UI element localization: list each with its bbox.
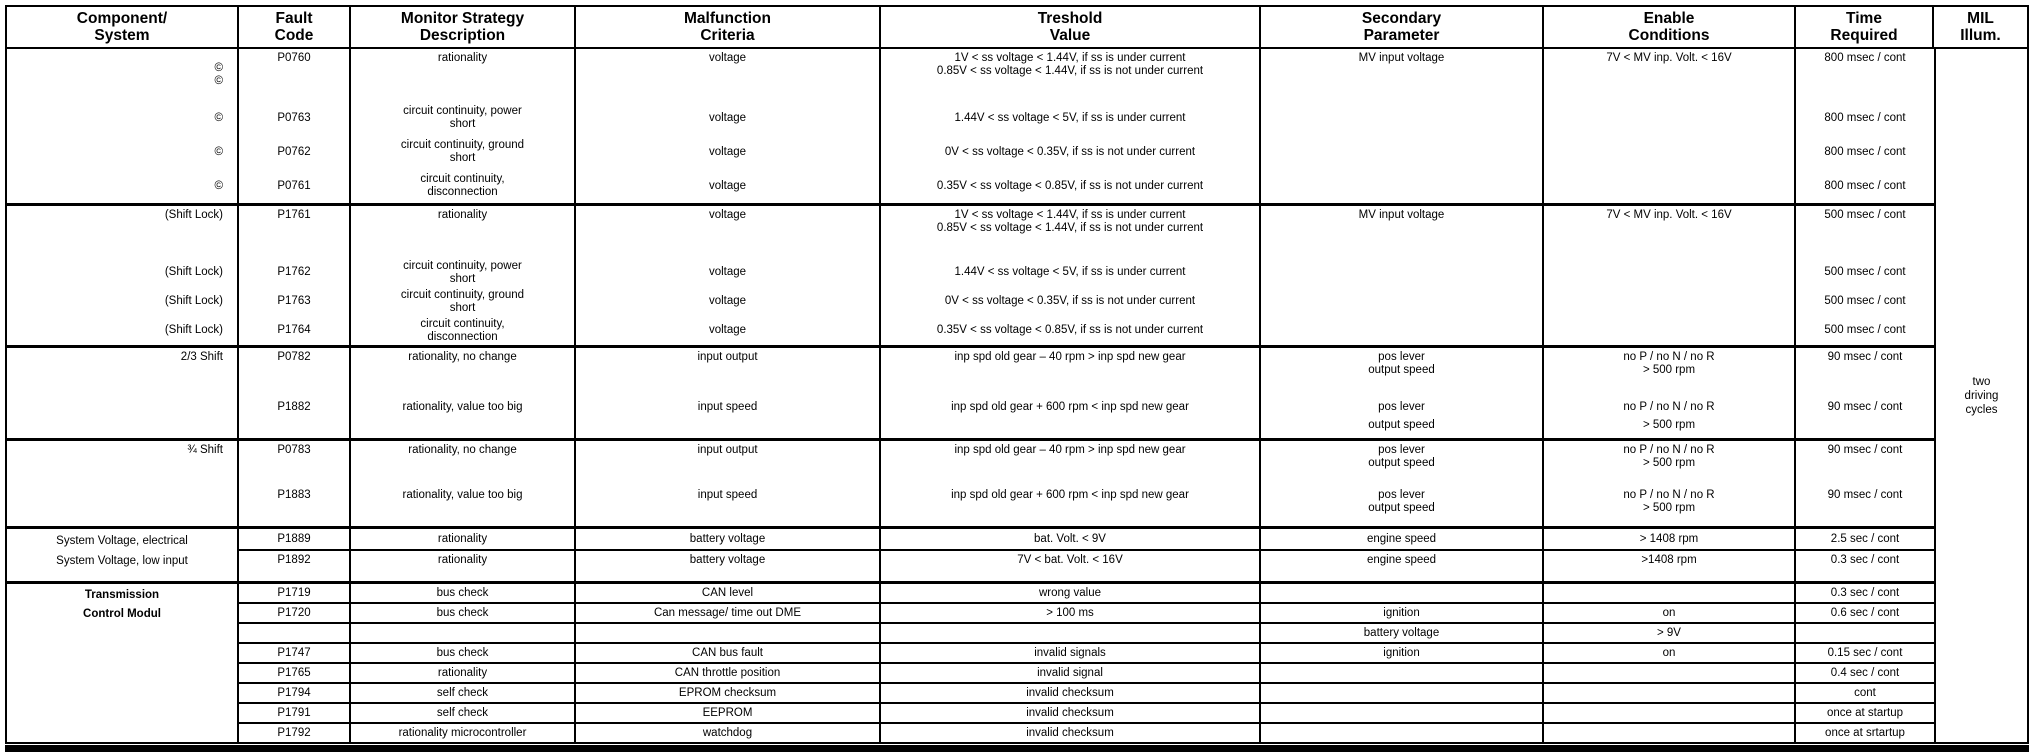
component-cell xyxy=(7,135,239,169)
table-row xyxy=(7,486,1934,526)
time-required-cell: 0.6 sec / cont xyxy=(1830,606,1900,619)
enable-conditions-cell: no P / no N / no R > 500 rpm xyxy=(1544,398,1796,438)
enable-conditions-cell: on xyxy=(1544,644,1796,662)
threshold-cell: invalid signals xyxy=(881,644,1261,662)
time-required-cell: 0.3 sec / cont xyxy=(1830,554,1900,566)
block-23-shift xyxy=(7,345,1934,438)
monitor-strategy-cell: circuit continuity, power short xyxy=(351,101,576,135)
solenoid-symbol-icon: © xyxy=(214,111,223,124)
enable-conditions-cell xyxy=(1544,135,1796,169)
header-mil-illum: MIL Illum. xyxy=(1960,10,2001,44)
malfunction-criteria-cell: input output xyxy=(576,348,881,398)
secondary-parameter-cell xyxy=(1261,101,1544,135)
table-row xyxy=(239,602,1934,622)
fault-code-cell: P1761 xyxy=(239,206,351,258)
enable-conditions-cell xyxy=(1544,704,1796,722)
table-row xyxy=(239,722,1934,742)
monitor-strategy-cell: bus check xyxy=(351,584,576,602)
monitor-strategy-cell xyxy=(351,624,576,642)
table-row xyxy=(7,49,1934,101)
threshold-cell: wrong value xyxy=(881,584,1261,602)
header-malfunction-criteria: Malfunction Criteria xyxy=(576,7,881,47)
table-row xyxy=(239,529,1934,549)
header-component: Component/ System xyxy=(7,7,239,47)
enable-conditions-cell xyxy=(1544,684,1796,702)
fault-code-cell: P0763 xyxy=(239,101,351,135)
secondary-parameter-cell xyxy=(1261,584,1544,602)
time-required-cell: 800 msec / cont xyxy=(1824,145,1906,158)
secondary-parameter-cell xyxy=(1261,664,1544,682)
threshold-cell: inp spd old gear + 600 rpm < inp spd new gear xyxy=(881,486,1261,526)
malfunction-criteria-cell: voltage xyxy=(576,135,881,169)
fault-code-cell: P0761 xyxy=(239,169,351,203)
monitor-strategy-cell: circuit continuity, power short xyxy=(351,258,576,287)
monitor-strategy-cell: bus check xyxy=(351,644,576,662)
malfunction-criteria-cell: input output xyxy=(576,441,881,486)
time-required-cell: 800 msec / cont xyxy=(1824,52,1906,64)
table-header xyxy=(7,7,2027,49)
secondary-parameter-cell: MV input voltage xyxy=(1261,49,1544,101)
secondary-parameter-cell: ignition xyxy=(1261,644,1544,662)
component-cell: Transmission Control Modul xyxy=(7,584,239,742)
time-required-cell: 500 msec / cont xyxy=(1824,324,1906,336)
fault-code-cell: P1882 xyxy=(239,398,351,438)
fault-code-cell: P1764 xyxy=(239,316,351,345)
component-cell: (Shift Lock) xyxy=(7,287,239,316)
monitor-strategy-cell: rationality, value too big xyxy=(351,486,576,526)
page-bottom-rule xyxy=(5,745,2029,752)
time-required-cell: 90 msec / cont xyxy=(1827,489,1903,501)
time-required-cell: 500 msec / cont xyxy=(1824,266,1906,278)
monitor-strategy-cell: rationality, no change xyxy=(351,441,576,486)
time-required-cell: 90 msec / cont xyxy=(1827,444,1903,456)
monitor-strategy-cell: rationality xyxy=(351,664,576,682)
component-cell: ¾ Shift xyxy=(7,441,239,486)
threshold-cell: 7V < bat. Volt. < 16V xyxy=(881,551,1261,581)
threshold-cell: invalid signal xyxy=(881,664,1261,682)
secondary-parameter-cell: pos lever output speed xyxy=(1261,398,1544,438)
threshold-cell: invalid checksum xyxy=(881,684,1261,702)
malfunction-criteria-cell: EPROM checksum xyxy=(576,684,881,702)
time-required-cell: 2.5 sec / cont xyxy=(1830,532,1900,545)
threshold-cell: bat. Volt. < 9V xyxy=(881,529,1261,549)
monitor-strategy-cell: rationality, value too big xyxy=(351,398,576,438)
enable-conditions-cell xyxy=(1544,664,1796,682)
table-row xyxy=(7,348,1934,398)
monitor-strategy-cell: self check xyxy=(351,704,576,722)
header-enable-conditions: Enable Conditions xyxy=(1544,7,1796,47)
malfunction-criteria-cell xyxy=(576,624,881,642)
fault-code-cell: P1792 xyxy=(239,724,351,742)
secondary-parameter-cell: engine speed xyxy=(1261,551,1544,581)
malfunction-criteria-cell: battery voltage xyxy=(576,529,881,549)
enable-conditions-cell: > 1408 rpm xyxy=(1544,529,1796,549)
time-required-cell: 90 msec / cont xyxy=(1827,351,1903,363)
component-cell xyxy=(7,101,239,135)
table-row xyxy=(7,316,1934,345)
table-row xyxy=(7,169,1934,203)
table-row xyxy=(239,549,1934,581)
secondary-parameter-cell xyxy=(1261,287,1544,316)
threshold-cell: 0V < ss voltage < 0.35V, if ss is not under current xyxy=(881,287,1261,316)
malfunction-criteria-cell: EEPROM xyxy=(576,704,881,722)
malfunction-criteria-cell: voltage xyxy=(576,49,881,101)
time-required-cell: cont xyxy=(1854,686,1876,699)
fault-code-cell: P0783 xyxy=(239,441,351,486)
block-34-shift xyxy=(7,438,1934,526)
fault-code-cell: P1747 xyxy=(239,644,351,662)
component-cell: System Voltage, electrical System Voltage, low input xyxy=(7,529,239,581)
malfunction-criteria-cell: voltage xyxy=(576,258,881,287)
table-row xyxy=(239,682,1934,702)
threshold-cell: > 100 ms xyxy=(881,604,1261,622)
secondary-parameter-cell: battery voltage xyxy=(1261,624,1544,642)
time-required-cell: 0.15 sec / cont xyxy=(1827,646,1903,659)
block-solenoids xyxy=(7,49,1934,203)
time-required-cell: 90 msec / cont xyxy=(1827,401,1903,413)
monitor-strategy-cell: circuit continuity, disconnection xyxy=(351,169,576,203)
malfunction-criteria-cell: Can message/ time out DME xyxy=(576,604,881,622)
secondary-parameter-cell xyxy=(1261,135,1544,169)
fault-code-cell: P1889 xyxy=(239,529,351,549)
time-required-cell: 800 msec / cont xyxy=(1824,179,1906,192)
malfunction-criteria-cell: voltage xyxy=(576,287,881,316)
monitor-strategy-cell: circuit continuity, ground short xyxy=(351,135,576,169)
table-row xyxy=(239,642,1934,662)
time-required-cell: 800 msec / cont xyxy=(1824,111,1906,124)
header-monitor-strategy: Monitor Strategy Description xyxy=(351,7,576,47)
fault-code-cell: P1794 xyxy=(239,684,351,702)
enable-conditions-cell: no P / no N / no R > 500 rpm xyxy=(1544,441,1796,486)
secondary-parameter-cell xyxy=(1261,724,1544,742)
secondary-parameter-cell: pos lever output speed xyxy=(1261,441,1544,486)
malfunction-criteria-cell: watchdog xyxy=(576,724,881,742)
malfunction-criteria-cell: battery voltage xyxy=(576,551,881,581)
table-row xyxy=(7,135,1934,169)
table-row xyxy=(239,702,1934,722)
time-required-cell: once at srtartup xyxy=(1825,726,1905,739)
enable-conditions-cell: on xyxy=(1544,604,1796,622)
enable-conditions-cell xyxy=(1544,258,1796,287)
secondary-parameter-cell xyxy=(1261,704,1544,722)
block-system-voltage xyxy=(7,526,1934,581)
block-tcm xyxy=(7,581,1934,742)
enable-conditions-cell: >1408 rpm xyxy=(1544,551,1796,581)
table-row xyxy=(239,662,1934,682)
fault-code-cell: P0782 xyxy=(239,348,351,398)
threshold-cell: 0V < ss voltage < 0.35V, if ss is not under current xyxy=(881,135,1261,169)
malfunction-criteria-cell: voltage xyxy=(576,169,881,203)
monitor-strategy-cell: self check xyxy=(351,684,576,702)
threshold-cell: 1.44V < ss voltage < 5V, if ss is under current xyxy=(881,258,1261,287)
header-time-required: Time Required xyxy=(1796,7,1934,47)
enable-conditions-cell: no P / no N / no R > 500 rpm xyxy=(1544,348,1796,398)
fault-code-cell: P0760 xyxy=(239,49,351,101)
threshold-cell: inp spd old gear – 40 rpm > inp spd new gear xyxy=(881,441,1261,486)
component-cell: (Shift Lock) xyxy=(7,258,239,287)
component-cell xyxy=(7,486,239,526)
enable-conditions-cell xyxy=(1544,287,1796,316)
secondary-parameter-cell xyxy=(1261,258,1544,287)
enable-conditions-cell: no P / no N / no R > 500 rpm xyxy=(1544,486,1796,526)
enable-conditions-cell: 7V < MV inp. Volt. < 16V xyxy=(1544,49,1796,101)
table-row xyxy=(7,101,1934,135)
monitor-strategy-cell: rationality xyxy=(351,49,576,101)
solenoid-symbol-icon: © xyxy=(214,75,223,87)
table-row xyxy=(7,287,1934,316)
fault-code-cell: P1765 xyxy=(239,664,351,682)
secondary-parameter-cell: pos lever output speed xyxy=(1261,348,1544,398)
malfunction-criteria-cell: CAN throttle position xyxy=(576,664,881,682)
threshold-cell xyxy=(881,624,1261,642)
monitor-strategy-cell: circuit continuity, ground short xyxy=(351,287,576,316)
component-cell: 2/3 Shift xyxy=(7,348,239,398)
time-required-cell: 0.4 sec / cont xyxy=(1830,666,1900,679)
threshold-cell: 1.44V < ss voltage < 5V, if ss is under current xyxy=(881,101,1261,135)
table-row xyxy=(7,398,1934,438)
monitor-strategy-cell: rationality, no change xyxy=(351,348,576,398)
enable-conditions-cell: > 9V xyxy=(1544,624,1796,642)
block-shift-lock xyxy=(7,203,1934,345)
fault-code-cell: P1719 xyxy=(239,584,351,602)
monitor-strategy-cell: rationality microcontroller xyxy=(351,724,576,742)
header-threshold-value: Treshold Value xyxy=(881,7,1261,47)
enable-conditions-cell xyxy=(1544,316,1796,345)
mil-illum-cell: two driving cycles xyxy=(1934,49,2027,742)
time-required-cell: 500 msec / cont xyxy=(1824,209,1906,221)
monitor-strategy-cell: rationality xyxy=(351,551,576,581)
monitor-strategy-cell: bus check xyxy=(351,604,576,622)
malfunction-criteria-cell: voltage xyxy=(576,101,881,135)
fault-code-cell: P1892 xyxy=(239,551,351,581)
fault-code-cell: P1763 xyxy=(239,287,351,316)
component-cell xyxy=(7,169,239,203)
malfunction-criteria-cell: input speed xyxy=(576,486,881,526)
table-row xyxy=(239,584,1934,602)
threshold-cell: 1V < ss voltage < 1.44V, if ss is under current 0.85V < ss voltage < 1.44V, if ss is not under current xyxy=(881,206,1261,258)
table-row xyxy=(7,258,1934,287)
threshold-cell: inp spd old gear + 600 rpm < inp spd new gear xyxy=(881,398,1261,438)
secondary-parameter-cell: engine speed xyxy=(1261,529,1544,549)
secondary-parameter-cell: ignition xyxy=(1261,604,1544,622)
threshold-cell: 1V < ss voltage < 1.44V, if ss is under current 0.85V < ss voltage < 1.44V, if ss is not under current xyxy=(881,49,1261,101)
malfunction-criteria-cell: CAN bus fault xyxy=(576,644,881,662)
threshold-cell: 0.35V < ss voltage < 0.85V, if ss is not under current xyxy=(881,169,1261,203)
header-secondary-parameter: Secondary Parameter xyxy=(1261,7,1544,47)
fault-code-cell: P1883 xyxy=(239,486,351,526)
threshold-cell: invalid checksum xyxy=(881,704,1261,722)
enable-conditions-cell: 7V < MV inp. Volt. < 16V xyxy=(1544,206,1796,258)
secondary-parameter-cell: MV input voltage xyxy=(1261,206,1544,258)
time-required-cell: 0.3 sec / cont xyxy=(1830,586,1900,599)
secondary-parameter-cell xyxy=(1261,684,1544,702)
fault-code-cell: P1791 xyxy=(239,704,351,722)
table-columns-1-8 xyxy=(7,49,1934,742)
malfunction-criteria-cell: input speed xyxy=(576,398,881,438)
table-row xyxy=(7,441,1934,486)
solenoid-symbol-icon: © xyxy=(214,145,223,158)
component-cell: (Shift Lock) xyxy=(7,206,239,258)
secondary-parameter-cell: pos lever output speed xyxy=(1261,486,1544,526)
table-frame xyxy=(5,5,2029,744)
table-row xyxy=(239,622,1934,642)
enable-conditions-cell xyxy=(1544,584,1796,602)
fault-code-cell xyxy=(239,624,351,642)
solenoid-symbol-icon: © xyxy=(214,179,223,192)
enable-conditions-cell xyxy=(1544,169,1796,203)
fault-code-cell: P1762 xyxy=(239,258,351,287)
solenoid-symbol-icon: © xyxy=(214,62,223,74)
malfunction-criteria-cell: CAN level xyxy=(576,584,881,602)
fault-code-cell: P0762 xyxy=(239,135,351,169)
header-fault-code: Fault Code xyxy=(239,7,351,47)
component-cell xyxy=(7,398,239,438)
monitor-strategy-cell: circuit continuity, disconnection xyxy=(351,316,576,345)
threshold-cell: invalid checksum xyxy=(881,724,1261,742)
monitor-strategy-cell: rationality xyxy=(351,529,576,549)
component-cell xyxy=(7,49,239,101)
time-required-cell: once at startup xyxy=(1826,706,1904,719)
threshold-cell: inp spd old gear – 40 rpm > inp spd new gear xyxy=(881,348,1261,398)
table-row xyxy=(7,206,1934,258)
threshold-cell: 0.35V < ss voltage < 0.85V, if ss is not under current xyxy=(881,316,1261,345)
time-required-cell xyxy=(1796,624,1934,642)
table-body xyxy=(7,49,2027,742)
secondary-parameter-cell xyxy=(1261,316,1544,345)
enable-conditions-cell xyxy=(1544,101,1796,135)
fault-code-cell: P1720 xyxy=(239,604,351,622)
secondary-parameter-cell xyxy=(1261,169,1544,203)
malfunction-criteria-cell: voltage xyxy=(576,206,881,258)
component-cell: (Shift Lock) xyxy=(7,316,239,345)
enable-conditions-cell xyxy=(1544,724,1796,742)
monitor-strategy-cell: rationality xyxy=(351,206,576,258)
time-required-cell: 500 msec / cont xyxy=(1824,295,1906,307)
malfunction-criteria-cell: voltage xyxy=(576,316,881,345)
